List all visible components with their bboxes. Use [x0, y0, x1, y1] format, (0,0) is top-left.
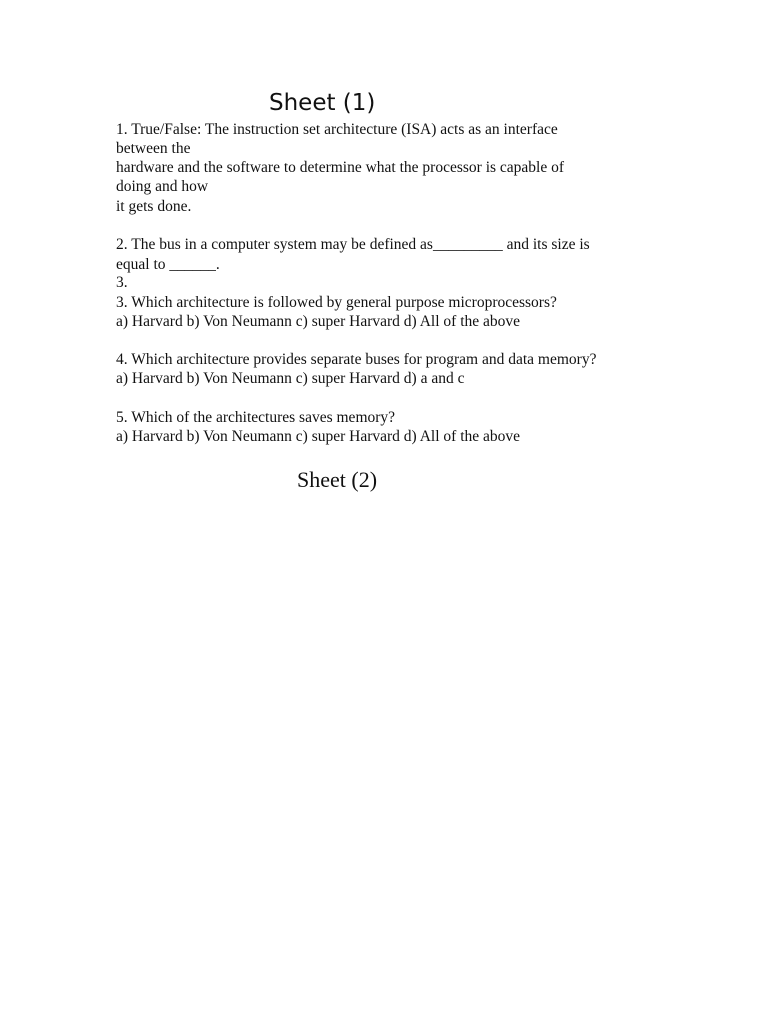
question-4-text: 4. Which architecture provides separate buses for program and data memory?: [116, 351, 597, 368]
question-1-line-2: between the: [116, 140, 191, 157]
question-1-line-5: it gets done.: [116, 198, 192, 215]
question-1-line-3: hardware and the software to determine what the processor is capable of: [116, 159, 565, 176]
question-1-line-4: doing and how: [116, 178, 209, 195]
question-4-options: a) Harvard b) Von Neumann c) super Harvard d) a and c: [116, 370, 465, 387]
question-2-line-1: 2. The bus in a computer system may be defined as_________ and its size is: [116, 236, 590, 253]
question-3-options: a) Harvard b) Von Neumann c) super Harvard d) All of the above: [116, 313, 521, 330]
sheet-1-title: Sheet (1): [269, 90, 376, 116]
question-3-number: 3.: [116, 274, 128, 291]
question-1-line-1: 1. True/False: The instruction set architecture (ISA) acts as an interface: [116, 121, 558, 138]
sheet-2-title: Sheet (2): [297, 467, 378, 492]
question-2-line-2: equal to ______.: [116, 256, 220, 273]
question-3-text: 3. Which architecture is followed by general purpose microprocessors?: [116, 294, 557, 311]
question-5-options: a) Harvard b) Von Neumann c) super Harvard d) All of the above: [116, 428, 521, 445]
question-5-text: 5. Which of the architectures saves memory?: [116, 409, 396, 426]
